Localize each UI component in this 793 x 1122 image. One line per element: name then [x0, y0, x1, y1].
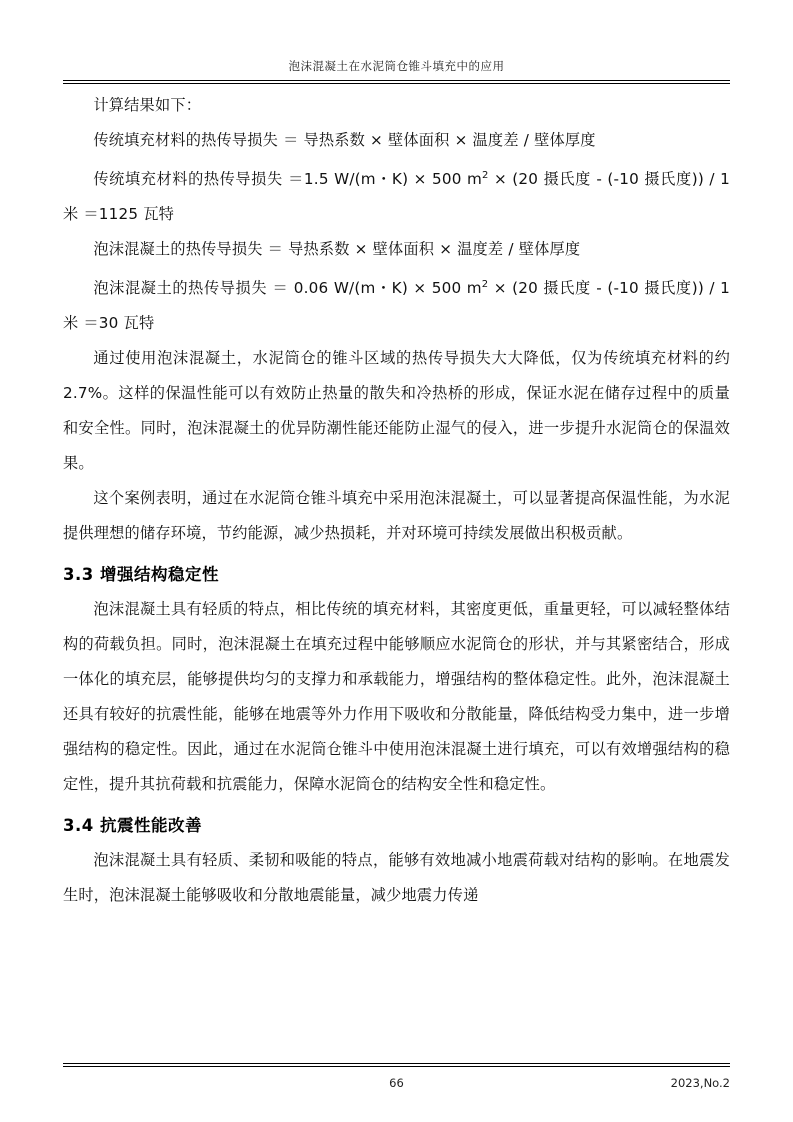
- paragraph-structural-stability: 泡沫混凝土具有轻质的特点，相比传统的填充材料，其密度更低，重量更轻，可以减轻整体结构的荷载负担。同时，泡沫混凝土在填充过程中能够顺应水泥筒仓的形状，并与其紧密结合，形成一体化的填充层，能够提供均匀的支撑力和承载能力，增强结构的整体稳定性。此外，泡沫混凝土还具有较好的抗震性能，能够在地震等外力作用下吸收和分散能量，降低结构受力集中，进一步增强结构的稳定性。因此，通过在水泥筒仓锥斗中使用泡沫混凝土进行填充，可以有效增强结构的稳定性，提升其抗荷载和抗震能力，保障水泥筒仓的结构安全性和稳定性。: [63, 600, 730, 794]
- formula-foam-part2: × (20 摄氏度 - (-10 摄氏度)) / 1 米 ＝30 瓦特: [63, 279, 730, 333]
- paragraph-formula-foam-values: [63, 267, 730, 341]
- formula-traditional-part1: 传统填充材料的热传导损失 ＝1.5 W/(m・K) × 500 m: [93, 170, 482, 189]
- paragraph-seismic-performance: 泡沫混凝土具有轻质、柔韧和吸能的特点，能够有效地减小地震荷载对结构的影响。在地震发生时，泡沫混凝土能够吸收和分散地震能量，减少地震力传递: [63, 851, 730, 905]
- paragraph-formula-foam: 泡沫混凝土的热传导损失 ＝ 导热系数 × 壁体面积 × 温度差 / 壁体厚度: [93, 240, 581, 259]
- section-heading-3-3: 3.3 增强结构稳定性: [63, 565, 219, 585]
- header-divider-bottom: [63, 83, 730, 84]
- formula-traditional-part2: × (20 摄氏度 - (-10 摄氏度)) / 1 米 ＝1125 瓦特: [63, 170, 730, 224]
- header-divider-top: [63, 80, 730, 81]
- issue-label: 2023,No.2: [670, 1076, 730, 1090]
- paragraph-insulation-result: 通过使用泡沫混凝土，水泥筒仓的锥斗区域的热传导损失大大降低，仅为传统填充材料的约 2.7%。这样的保温性能可以有效防止热量的散失和冷热桥的形成，保证水泥在储存过程中的质量和安全性。同时，泡沫混凝土的优异防潮性能还能防止湿气的侵入，进一步提升水泥筒仓的保温效果。: [63, 349, 730, 473]
- paragraph-calc-intro: 计算结果如下：: [93, 96, 202, 114]
- footer-divider-bottom: [63, 1066, 730, 1067]
- document-body: [63, 88, 730, 913]
- paragraph-formula-traditional: 传统填充材料的热传导损失 ＝ 导热系数 × 壁体面积 × 温度差 / 壁体厚度: [93, 131, 596, 149]
- formula-foam-superscript: 2: [481, 279, 489, 291]
- page-number: 66: [389, 1076, 404, 1090]
- paragraph-case-conclusion: 这个案例表明，通过在水泥筒仓锥斗填充中采用泡沫混凝土，可以显著提高保温性能，为水泥提供理想的储存环境，节约能源，减少热损耗，并对环境可持续发展做出积极贡献。: [63, 489, 730, 543]
- formula-traditional-superscript: 2: [481, 170, 489, 181]
- section-heading-3-4: 3.4 抗震性能改善: [63, 816, 202, 836]
- formula-foam-part1: 泡沫混凝土的热传导损失 ＝ 0.06 W/(m・K) × 500 m: [93, 279, 482, 298]
- footer-divider-top: [63, 1063, 730, 1064]
- running-header: 泡沫混凝土在水泥筒仓锥斗填充中的应用: [288, 59, 505, 73]
- paragraph-formula-traditional-values: [63, 158, 730, 232]
- page-footer: [63, 1076, 730, 1094]
